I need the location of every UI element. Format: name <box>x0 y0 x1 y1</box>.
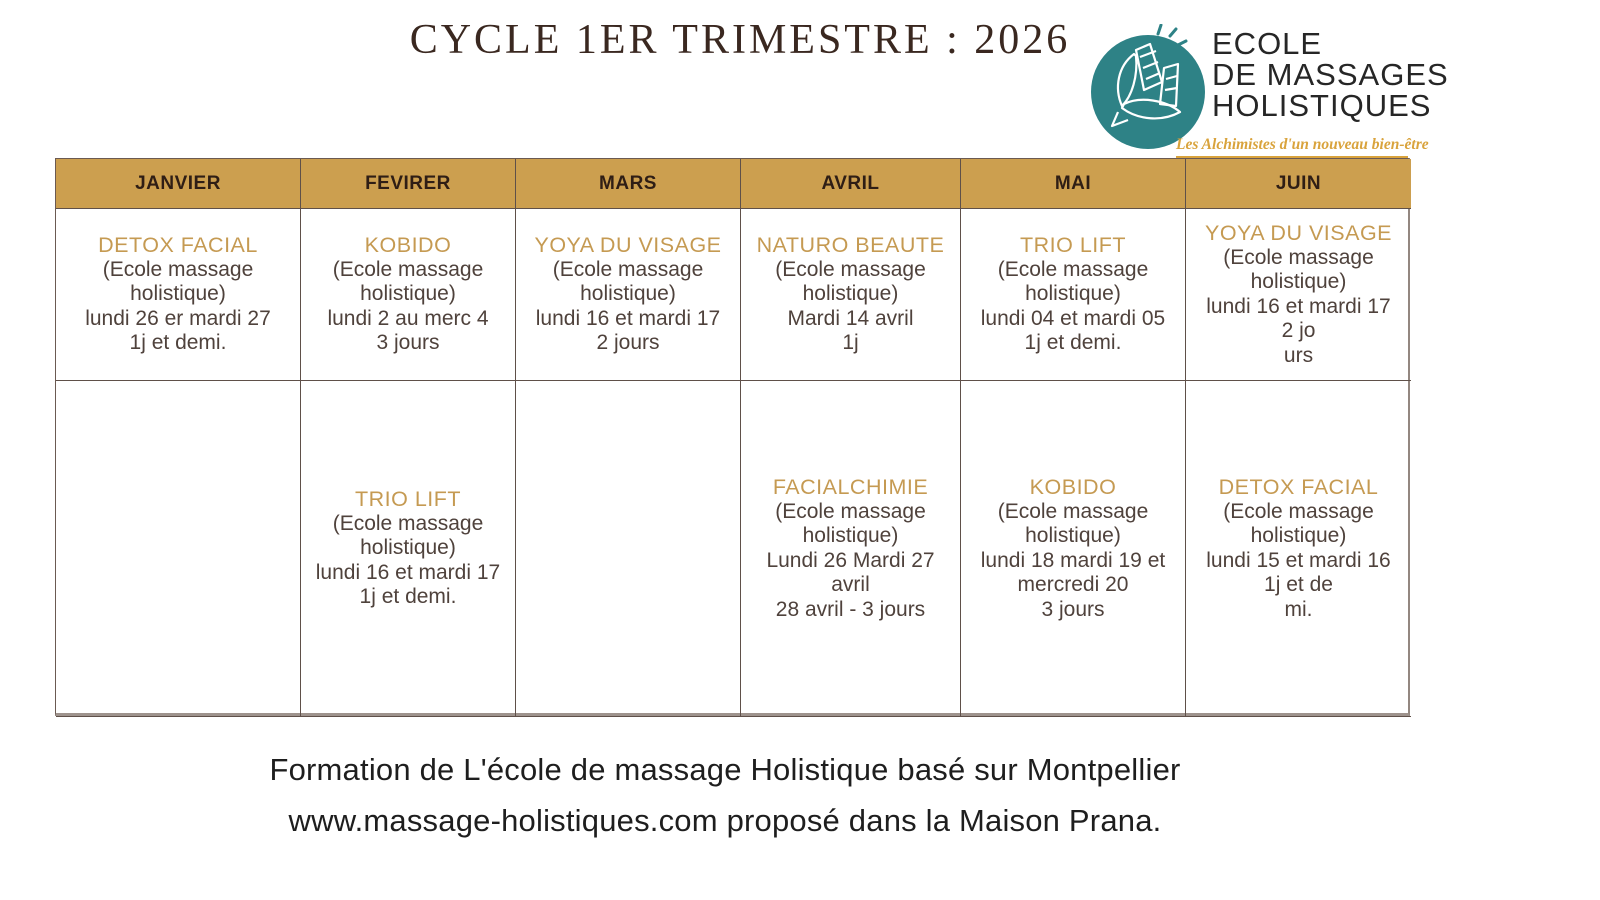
course-cell-juin-row2 <box>1186 381 1411 717</box>
logo-wordmark <box>1212 28 1449 121</box>
course-detail-line: (Ecole massage <box>1223 245 1374 269</box>
footer-text <box>0 744 1450 846</box>
logo-name-line2: DE MASSAGES <box>1212 57 1449 92</box>
course-detail-line: 28 avril - 3 jours <box>775 597 926 621</box>
course-detail-line: (Ecole massage <box>332 257 484 281</box>
school-logo <box>1088 18 1449 163</box>
course-detail-line: holistique) <box>130 282 226 306</box>
course-cell-juin-row1 <box>1186 209 1411 381</box>
course-detail-line: holistique) <box>580 282 676 306</box>
logo-name-line1: ECOLE <box>1212 26 1323 61</box>
course-detail-line: holistique) <box>802 282 899 306</box>
course-title: DETOX FACIAL <box>1218 475 1379 499</box>
course-detail-line: holistique) <box>1025 524 1121 547</box>
page-title: CYCLE 1ER TRIMESTRE : 2026 <box>409 17 1071 63</box>
course-cell-avril-row1 <box>741 209 961 381</box>
course-detail-line: (Ecole massage <box>552 257 704 281</box>
logo-tagline: Les Alchimistes d'un nouveau bien-être <box>1176 136 1408 158</box>
course-detail-line: urs <box>1283 343 1314 367</box>
month-header-fevirer: FEVIRER <box>301 159 516 209</box>
course-detail-line: holistique) <box>802 524 899 547</box>
course-detail-line: 1j et demi. <box>1024 331 1122 355</box>
course-cell-janvier-row1 <box>56 209 301 381</box>
course-title: YOYA DU VISAGE <box>534 233 722 258</box>
course-detail-line: avril <box>831 573 870 596</box>
course-detail-line: 2 jo <box>1281 319 1316 342</box>
course-cell-mars-row1 <box>516 209 741 381</box>
month-header-avril: AVRIL <box>741 159 961 209</box>
footer-line2: www.massage-holistiques.com proposé dans la Maison Prana. <box>288 803 1162 838</box>
course-title: TRIO LIFT <box>1019 233 1127 258</box>
course-title: DETOX FACIAL <box>98 233 258 258</box>
course-detail-line: 3 jours <box>376 331 440 355</box>
month-header-janvier: JANVIER <box>56 159 301 209</box>
crystals-leaves-icon <box>1088 24 1210 152</box>
month-header-mai: MAI <box>961 159 1186 209</box>
course-detail-line: holistique) <box>1025 282 1121 306</box>
course-detail-line: mi. <box>1284 597 1313 621</box>
course-cell-mai-row2 <box>961 381 1186 717</box>
course-detail-line: (Ecole massage <box>102 257 254 281</box>
course-title: FACIALCHIMIE <box>772 475 929 499</box>
course-detail-line: 3 jours <box>1041 597 1105 621</box>
course-detail-line: 2 jours <box>596 331 660 355</box>
course-detail-line: 1j et demi. <box>129 331 227 355</box>
course-detail-line: (Ecole massage <box>775 499 926 523</box>
course-detail-line: 1j et de <box>1264 573 1333 596</box>
course-cell-mai-row1 <box>961 209 1186 381</box>
course-detail-line: (Ecole massage <box>997 499 1149 523</box>
course-detail-line: lundi 15 et mardi 16 <box>1206 548 1391 572</box>
course-title: KOBIDO <box>364 233 452 258</box>
course-detail-line: lundi 2 au merc 4 <box>327 306 489 330</box>
course-detail-line: lundi 16 et mardi 17 <box>1206 294 1391 318</box>
month-header-mars: MARS <box>516 159 741 209</box>
schedule-table <box>55 158 1410 716</box>
course-detail-line: lundi 16 et mardi 17 <box>315 560 501 584</box>
course-detail-line: 1j <box>842 331 859 355</box>
course-title: KOBIDO <box>1029 475 1117 499</box>
course-detail-line: lundi 04 et mardi 05 <box>980 306 1166 330</box>
course-detail-line: Lundi 26 Mardi 27 <box>766 548 935 572</box>
course-detail-line: lundi 26 er mardi 27 <box>85 306 271 330</box>
course-detail-line: holistique) <box>360 282 456 306</box>
course-detail-line: (Ecole massage <box>332 511 484 535</box>
logo-name-line3: HOLISTIQUES <box>1212 88 1432 123</box>
course-title: YOYA DU VISAGE <box>1204 221 1393 245</box>
course-detail-line: holistique) <box>1250 270 1347 293</box>
course-detail-line: (Ecole massage <box>997 257 1149 281</box>
course-cell-mars-row2 <box>516 381 741 717</box>
course-cell-avril-row2 <box>741 381 961 717</box>
course-detail-line: holistique) <box>1250 524 1347 547</box>
course-detail-line: (Ecole massage <box>775 257 926 281</box>
course-title: TRIO LIFT <box>354 487 462 512</box>
footer-line1: Formation de L'école de massage Holistique basé sur Montpellier <box>269 752 1181 787</box>
course-detail-line: holistique) <box>360 536 456 560</box>
course-title: NATURO BEAUTE <box>756 233 945 258</box>
course-detail-line: mercredi 20 <box>1017 573 1129 596</box>
course-detail-line: Mardi 14 avril <box>787 306 914 330</box>
course-detail-line: (Ecole massage <box>1223 499 1374 523</box>
month-header-juin: JUIN <box>1186 159 1411 209</box>
course-cell-fevirer-row2 <box>301 381 516 717</box>
course-cell-janvier-row2 <box>56 381 301 717</box>
course-detail-line: lundi 18 mardi 19 et <box>980 548 1166 572</box>
course-detail-line: 1j et demi. <box>359 585 457 609</box>
course-cell-fevirer-row1 <box>301 209 516 381</box>
course-detail-line: lundi 16 et mardi 17 <box>535 306 721 330</box>
